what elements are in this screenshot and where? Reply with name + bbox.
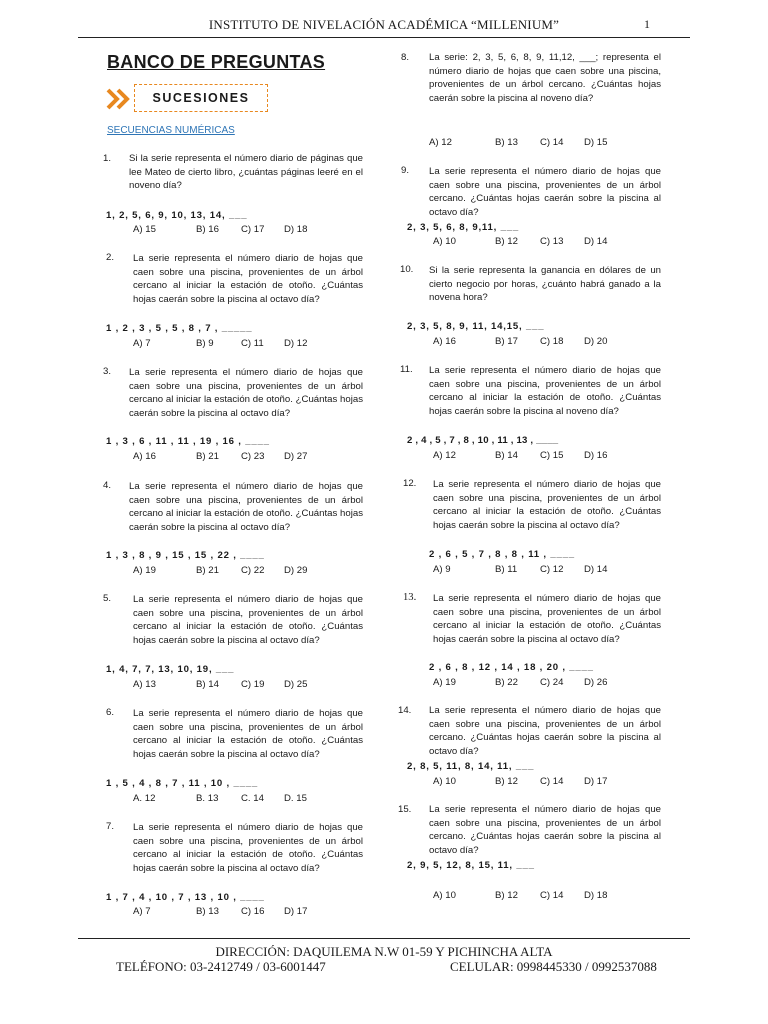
option-d: D) 14 [584,564,608,575]
question-number: 6. [106,707,115,718]
option-a: A) 16 [133,451,156,462]
option-c: C) 18 [540,336,564,347]
page-footer [78,938,690,974]
option-d: D) 17 [584,776,608,787]
option-b: B) 14 [495,450,518,461]
option-c: C) 14 [540,890,564,901]
option-c: C) 22 [241,565,265,576]
question-number: 14. [398,705,412,716]
option-a: A) 10 [433,776,456,787]
page-header [78,17,690,38]
option-b: B) 16 [196,224,219,235]
question-number: 15. [398,804,412,815]
option-c: C) 24 [540,677,564,688]
option-c: C) 16 [241,906,265,917]
option-d: D) 16 [584,450,608,461]
question-text: La serie representa el número diario de hojas que caen sobre una piscina, provenientes de un árbol cercano al iniciar la estación de otoño. ¿Cuántas hojas caerán sobre la piscina al octavo día? [129,367,363,420]
question-sequence: 1 , 3 , 6 , 11 , 11 , 19 , 16 , ____ [106,436,270,447]
question-text: La serie representa el número diario de hojas que caen sobre una piscina, provenientes de un árbol cercano al iniciar la estación de otoño. ¿Cuántas hojas caerán sobre la piscina al octavo día? [133,594,363,647]
question-number: 13. [403,592,417,603]
question-number: 3. [103,366,112,377]
question-sequence: 2 , 4 , 5 , 7 , 8 , 10 , 11 , 13 , ____ [407,435,559,446]
question-text: La serie representa el número diario de hojas que caen sobre una piscina, provenientes de un árbol cercano al iniciar la estación de otoño. ¿Cuántas hojas caerán sobre la piscina al octavo día? [133,253,363,306]
option-b: B) 11 [495,564,518,575]
question-text: La serie representa el número diario de hojas que caen sobre una piscina, provenientes de un árbol cercano al iniciar la estación de otoño. ¿Cuántas hojas caerán sobre la piscina al octavo día? [129,481,363,534]
option-d: D. 15 [284,793,307,804]
question-number: 8. [401,52,410,63]
option-a: A) 10 [433,890,456,901]
question-number: 4. [103,480,112,491]
topic-box [134,84,268,112]
question-sequence: 1 , 3 , 8 , 9 , 15 , 15 , 22 , ____ [106,550,265,561]
question-sequence: 1, 4, 7, 7, 13, 10, 19, ___ [106,664,235,675]
option-d: D) 14 [584,236,608,247]
topic-label: SUCESIONES [152,91,250,105]
question-number: 11. [400,364,413,375]
question-sequence: 1 , 7 , 4 , 10 , 7 , 13 , 10 , ____ [106,892,265,903]
option-a: A. 12 [133,793,156,804]
option-d: D) 15 [584,137,608,148]
page-number: 1 [644,17,650,31]
option-d: D) 17 [284,906,308,917]
option-b: B) 21 [196,451,219,462]
option-b: B) 12 [495,236,518,247]
option-a: A) 19 [433,677,456,688]
question-number: 2. [106,252,115,263]
question-sequence: 1 , 2 , 3 , 5 , 5 , 8 , 7 , _____ [106,323,253,334]
option-c: C) 14 [540,776,564,787]
option-b: B) 21 [196,565,219,576]
option-a: A) 19 [133,565,156,576]
option-b: B) 12 [495,890,518,901]
option-c: C. 14 [241,793,264,804]
footer-phone: TELÉFONO: 03-2412749 / 03-6001447 [116,959,326,974]
option-c: C) 11 [241,338,264,349]
option-b: B) 14 [196,679,219,690]
question-number: 1. [103,153,112,164]
option-d: D) 27 [284,451,308,462]
option-a: A) 12 [433,450,456,461]
question-sequence: 2, 9, 5, 12, 8, 15, 11, ___ [407,860,535,871]
option-d: D) 18 [284,224,308,235]
option-b: B) 9 [196,338,214,349]
question-text: La serie representa el número diario de hojas que caen sobre una piscina, provenientes de un árbol cercano al iniciar la estación de otoño. ¿Cuántas hojas caerán sobre la piscina al octavo día? [133,822,363,875]
option-a: A) 9 [433,564,451,575]
footer-cell: CELULAR: 0998445330 / 0992537088 [450,959,657,974]
option-c: C) 19 [241,679,265,690]
question-text: La serie representa el número diario de hojas que caen sobre una piscina, provenientes de un árbol cercano al iniciar la estación de otoño. ¿Cuántas hojas caerán sobre la piscina al octavo día? [433,479,661,532]
question-text: La serie representa el número diario de hojas que caen sobre una piscina, provenientes de un árbol cercano al iniciar la estación de otoño. ¿Cuántas hojas caerán sobre la piscina al noveno día? [429,365,661,418]
question-sequence: 2, 3, 5, 6, 8, 9,11, ___ [407,222,520,233]
option-b: B) 17 [495,336,518,347]
option-d: D) 26 [584,677,608,688]
option-c: C) 23 [241,451,265,462]
option-d: D) 25 [284,679,308,690]
option-c: C) 13 [540,236,564,247]
option-a: A) 12 [429,137,452,148]
option-c: C) 12 [540,564,564,575]
question-number: 10. [400,264,414,275]
question-sequence: 2 , 6 , 5 , 7 , 8 , 8 , 11 , ____ [429,549,575,560]
question-sequence: 2, 3, 5, 8, 9, 11, 14,15, ___ [407,321,545,332]
question-number: 9. [401,165,410,176]
option-b: B) 22 [495,677,518,688]
question-sequence: 1, 2, 5, 6, 9, 10, 13, 14, ___ [106,210,248,221]
option-b: B. 13 [196,793,219,804]
question-text: La serie representa el número diario de hojas que caen sobre una piscina, provenientes de un árbol cercano al iniciar la estación de otoño. ¿Cuántas hojas caerán sobre la piscina al octavo día? [433,593,661,646]
question-text: La serie representa el número diario de hojas que caen sobre una piscina, provenientes de un árbol cercano. ¿Cuántas hojas caerán sobre la piscina al octavo día? [429,166,661,219]
option-b: B) 13 [196,906,219,917]
question-text: La serie representa el número diario de hojas que caen sobre una piscina, provenientes de un árbol cercano. ¿Cuántas hojas caerán sobre la piscina al octavo día? [429,804,661,857]
option-a: A) 13 [133,679,156,690]
question-text: La serie: 2, 3, 5, 6, 8, 9, 11,12, ___; representa el número diario de hojas que caen sobre una piscina, provenientes de un árbol cercano. ¿Cuántas hojas caerán sobre la piscina al noveno día? [429,52,661,105]
question-sequence: 1 , 5 , 4 , 8 , 7 , 11 , 10 , ____ [106,778,259,789]
double-chevron-icon [106,88,134,110]
option-a: A) 7 [133,906,151,917]
option-a: A) 10 [433,236,456,247]
question-text: Si la serie representa el número diario de páginas que lee Mateo de cierto libro, ¿cuántas páginas leeré en el noveno día? [129,153,363,192]
option-b: B) 12 [495,776,518,787]
question-number: 12. [403,478,417,489]
institute-title: INSTITUTO DE NIVELACIÓN ACADÉMICA “MILLENIUM” [208,17,560,32]
bank-title: BANCO DE PREGUNTAS [107,52,326,72]
option-d: D) 20 [584,336,608,347]
section-title: SECUENCIAS NUMÉRICAS [107,125,235,136]
question-number: 5. [103,593,112,604]
option-d: D) 18 [584,890,608,901]
question-number: 7. [106,821,115,832]
option-a: A) 16 [433,336,456,347]
option-b: B) 13 [495,137,518,148]
question-sequence: 2 , 6 , 8 , 12 , 14 , 18 , 20 , ____ [429,662,594,673]
question-sequence: 2, 8, 5, 11, 8, 14, 11, ___ [407,761,535,772]
question-text: La serie representa el número diario de hojas que caen sobre una piscina, provenientes de un árbol cercano al iniciar la estación de otoño. ¿Cuántas hojas caerán sobre la piscina al octavo día? [133,708,363,761]
option-c: C) 15 [540,450,564,461]
option-a: A) 7 [133,338,151,349]
question-text: La serie representa el número diario de hojas que caen sobre una piscina, provenientes de un árbol cercano. ¿Cuántas hojas caerán sobre la piscina al octavo día? [429,705,661,758]
option-a: A) 15 [133,224,156,235]
footer-address: DIRECCIÓN: DAQUILEMA N.W 01-59 Y PICHINCHA ALTA [215,944,553,959]
option-d: D) 29 [284,565,308,576]
option-c: C) 17 [241,224,265,235]
option-d: D) 12 [284,338,308,349]
question-text: Si la serie representa la ganancia en dólares de un cierto negocio por horas, ¿cuánto habrá ganado a la novena hora? [429,265,661,304]
option-c: C) 14 [540,137,564,148]
